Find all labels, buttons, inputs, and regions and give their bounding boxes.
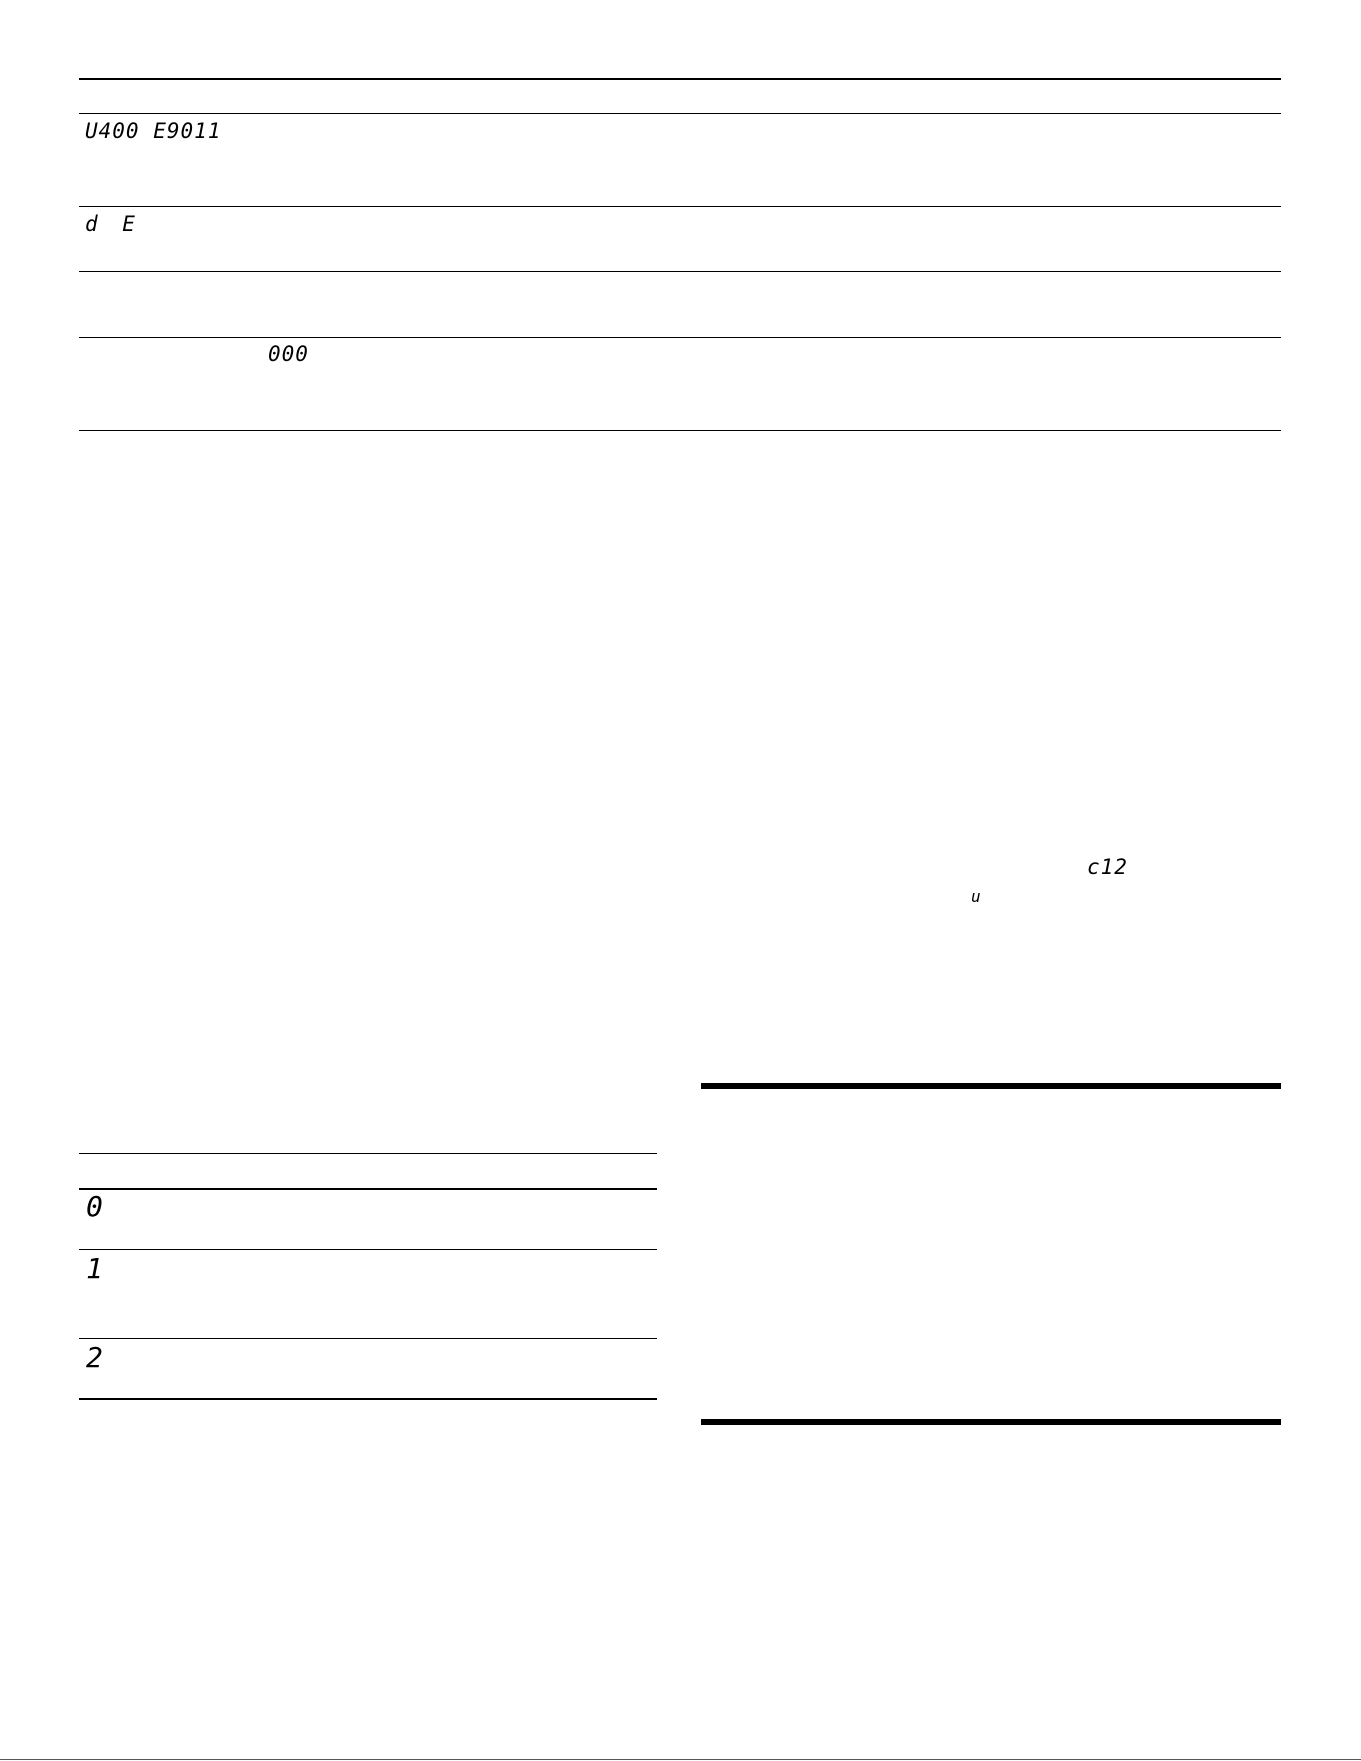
table-row-divider (79, 206, 1281, 207)
settings-table-bottom-border (79, 1398, 657, 1400)
inline-code-c12: c12 (1087, 855, 1128, 879)
display-code-zero: 000 (268, 342, 309, 366)
setting-value-1: 1 (86, 1252, 104, 1285)
section-heading-rule (701, 1083, 1281, 1089)
setting-value-2: 2 (86, 1341, 104, 1374)
display-code-error: U400 E9011 (85, 119, 222, 143)
inline-code-u: u (971, 887, 982, 906)
settings-table-header-rule (79, 1188, 657, 1190)
section-heading-rule (701, 1419, 1281, 1425)
table-row-divider (79, 1249, 657, 1250)
footer-rule (0, 1759, 1361, 1760)
table-row-divider (79, 1338, 657, 1339)
table-row-divider (79, 271, 1281, 272)
display-code-demo: d E (85, 212, 141, 236)
table-top-border (79, 78, 1281, 80)
table-header-rule (79, 113, 1281, 114)
setting-value-0: 0 (86, 1190, 104, 1223)
table-row-divider (79, 337, 1281, 338)
table-bottom-border (79, 430, 1281, 431)
settings-table-top-border (79, 1153, 657, 1154)
